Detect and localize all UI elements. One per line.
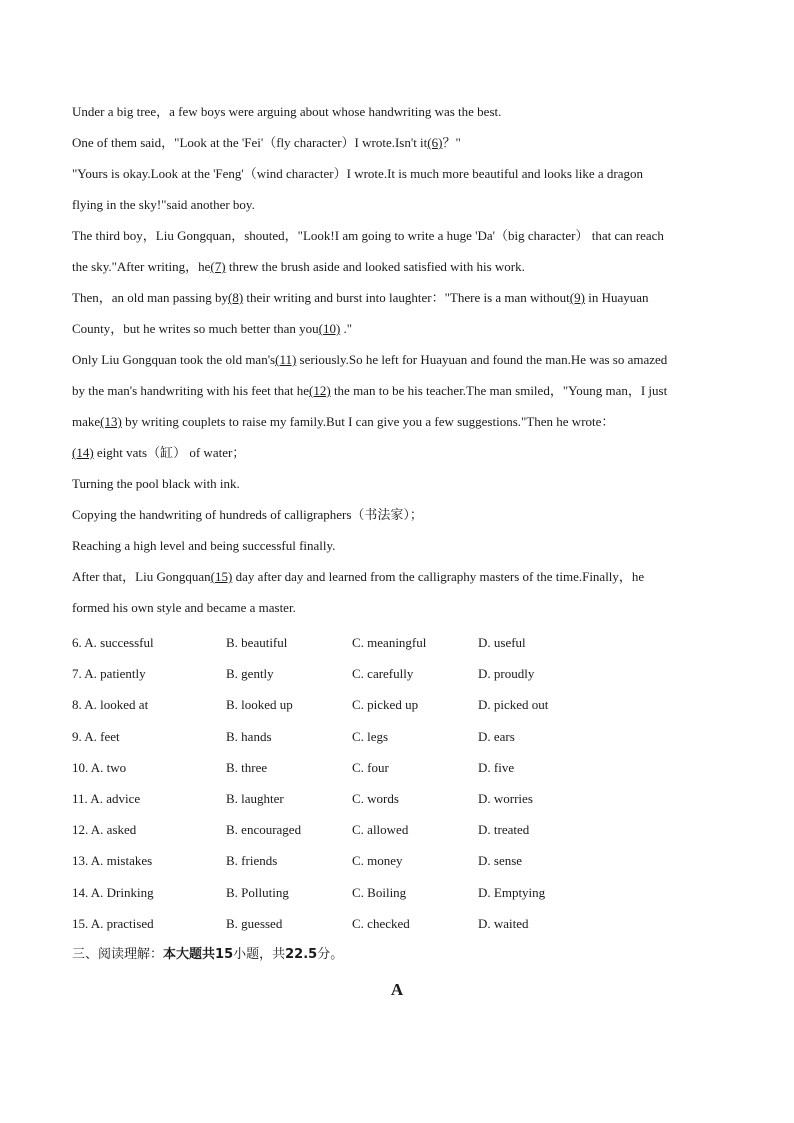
- option-c: C. Boiling: [352, 884, 407, 900]
- passage-text: their writing and burst into laughter："There is a man without: [243, 290, 570, 305]
- passage-text: County，but he writes so much better than you: [72, 321, 319, 336]
- passage-text: day after day and learned from the calligraphy masters of the time.Finally，he: [232, 569, 645, 584]
- option-b: B. looked up: [226, 697, 293, 713]
- option-b: B. three: [226, 759, 268, 775]
- option-c: C. money: [352, 853, 403, 869]
- option-row: [72, 721, 732, 752]
- passage-line: [72, 530, 732, 561]
- passage-text: Only Liu Gongquan took the old man's: [72, 352, 276, 367]
- passage-text: make: [72, 414, 101, 429]
- question-count: 15: [215, 947, 234, 962]
- passage-line: [72, 344, 732, 375]
- option-d: D. waited: [478, 915, 529, 931]
- blank-6: (6): [427, 135, 443, 150]
- option-d: D. ears: [478, 728, 515, 744]
- option-row: [72, 814, 732, 845]
- passage-text: One of them said，"Look at the 'Fei'（fly character）I wrote.Isn't it: [72, 135, 428, 150]
- passage-line: [72, 158, 732, 189]
- option-b: B. Polluting: [226, 884, 289, 900]
- option-a: 7. A. patiently: [72, 666, 146, 682]
- passage-line: [72, 468, 732, 499]
- total-score: 22.5: [285, 947, 318, 962]
- option-c: C. picked up: [352, 697, 419, 713]
- passage-text: The third boy，Liu Gongquan，shouted，"Look!I am going to write a huge 'Da'（big character） that can reach: [72, 228, 664, 243]
- passage-line: [72, 127, 732, 158]
- option-row: [72, 845, 732, 876]
- section-prefix: 三、阅读理解：: [72, 947, 164, 962]
- blank-7: (7): [210, 259, 226, 274]
- option-c: C. checked: [352, 915, 410, 931]
- passage-text: the sky."After writing，he: [72, 259, 211, 274]
- passage-text: in Huayuan: [584, 290, 649, 305]
- option-a: 12. A. asked: [72, 822, 137, 838]
- cloze-passage: [72, 96, 732, 623]
- passage-text: by writing couplets to raise my family.But I can give you a few suggestions."Then he wrote：: [121, 414, 615, 429]
- blank-14: (14): [72, 445, 94, 460]
- options-list: [72, 627, 732, 939]
- option-row: [72, 689, 732, 720]
- option-b: B. laughter: [226, 790, 284, 806]
- passage-text: formed his own style and became a master.: [72, 600, 296, 615]
- passage-line: [72, 189, 732, 220]
- option-row: [72, 752, 732, 783]
- option-b: B. beautiful: [226, 635, 288, 650]
- passage-line: [72, 437, 732, 468]
- passage-text: "Yours is okay.Look at the 'Feng'（wind character）I wrote.It is much more beautiful and looks like a dragon: [72, 166, 644, 181]
- passage-text: ？": [442, 135, 461, 150]
- passage-text: Under a big tree，a few boys were arguing about whose handwriting was the best.: [72, 104, 502, 119]
- blank-10: (10): [318, 321, 341, 336]
- passage-line: [72, 499, 732, 530]
- blank-9: (9): [569, 290, 585, 305]
- passage-line: [72, 220, 732, 251]
- passage-text: seriously.So he left for Huayuan and found the man.He was so amazed: [296, 352, 668, 367]
- option-a: 14. A. Drinking: [72, 884, 154, 900]
- passage-text: .": [340, 321, 353, 336]
- option-d: D. sense: [478, 853, 523, 869]
- blank-11: (11): [275, 352, 297, 367]
- option-b: B. friends: [226, 853, 278, 869]
- blank-13: (13): [100, 414, 122, 429]
- option-row: [72, 908, 732, 939]
- passage-line: [72, 282, 732, 313]
- option-a: 10. A. two: [72, 759, 127, 775]
- passage-text: Then，an old man passing by: [72, 290, 228, 305]
- passage-line: [72, 313, 732, 344]
- option-d: D. useful: [478, 635, 526, 650]
- passage-text: After that，Liu Gongquan: [72, 569, 211, 584]
- option-c: C. allowed: [352, 822, 409, 838]
- passage-text: eight vats（缸） of water；: [93, 445, 246, 460]
- passage-line: [72, 561, 732, 592]
- part-label: A: [390, 980, 404, 999]
- option-b: B. encouraged: [226, 822, 302, 838]
- option-row: [72, 877, 732, 908]
- option-a: 9. A. feet: [72, 728, 120, 744]
- option-c: C. words: [352, 790, 399, 806]
- option-a: 15. A. practised: [72, 915, 154, 931]
- passage-line: [72, 251, 732, 282]
- option-c: C. legs: [352, 728, 389, 744]
- passage-text: Reaching a high level and being successful finally.: [72, 538, 336, 553]
- section-heading: [72, 943, 343, 962]
- option-d: D. proudly: [478, 666, 535, 682]
- passage-line: [72, 592, 732, 623]
- passage-text: the man to be his teacher.The man smiled，"Young man，I just: [330, 383, 668, 398]
- option-a: 6. A. successful: [72, 635, 154, 650]
- option-a: 8. A. looked at: [72, 697, 149, 713]
- option-d: D. Emptying: [478, 884, 546, 900]
- option-b: B. gently: [226, 666, 274, 682]
- option-b: B. guessed: [226, 915, 283, 931]
- passage-line: [72, 406, 732, 437]
- passage-text: flying in the sky!"said another boy.: [72, 197, 255, 212]
- option-c: C. four: [352, 759, 389, 775]
- option-a: 11. A. advice: [72, 790, 141, 806]
- option-d: D. worries: [478, 790, 533, 806]
- option-b: B. hands: [226, 728, 272, 744]
- blank-8: (8): [227, 290, 244, 305]
- passage-text: Turning the pool black with ink.: [72, 476, 240, 491]
- option-row: [72, 783, 732, 814]
- section-text: 小题，共: [233, 947, 286, 962]
- section-suffix: 分。: [317, 947, 344, 962]
- option-row: [72, 658, 732, 689]
- blank-12: (12): [309, 383, 331, 398]
- section-text: 本大题共: [163, 947, 216, 962]
- passage-text: by the man's handwriting with his feet that he: [72, 383, 310, 398]
- option-d: D. treated: [478, 822, 530, 838]
- blank-15: (15): [210, 569, 233, 584]
- option-c: C. meaningful: [352, 635, 427, 650]
- option-d: D. five: [478, 759, 515, 775]
- option-row: [72, 627, 732, 658]
- option-a: 13. A. mistakes: [72, 853, 153, 869]
- passage-line: [72, 96, 732, 127]
- passage-line: [72, 375, 732, 406]
- option-c: C. carefully: [352, 666, 414, 682]
- passage-text: threw the brush aside and looked satisfied with his work.: [225, 259, 525, 274]
- passage-text: Copying the handwriting of hundreds of calligraphers（书法家）；: [72, 507, 423, 522]
- option-d: D. picked out: [478, 697, 549, 713]
